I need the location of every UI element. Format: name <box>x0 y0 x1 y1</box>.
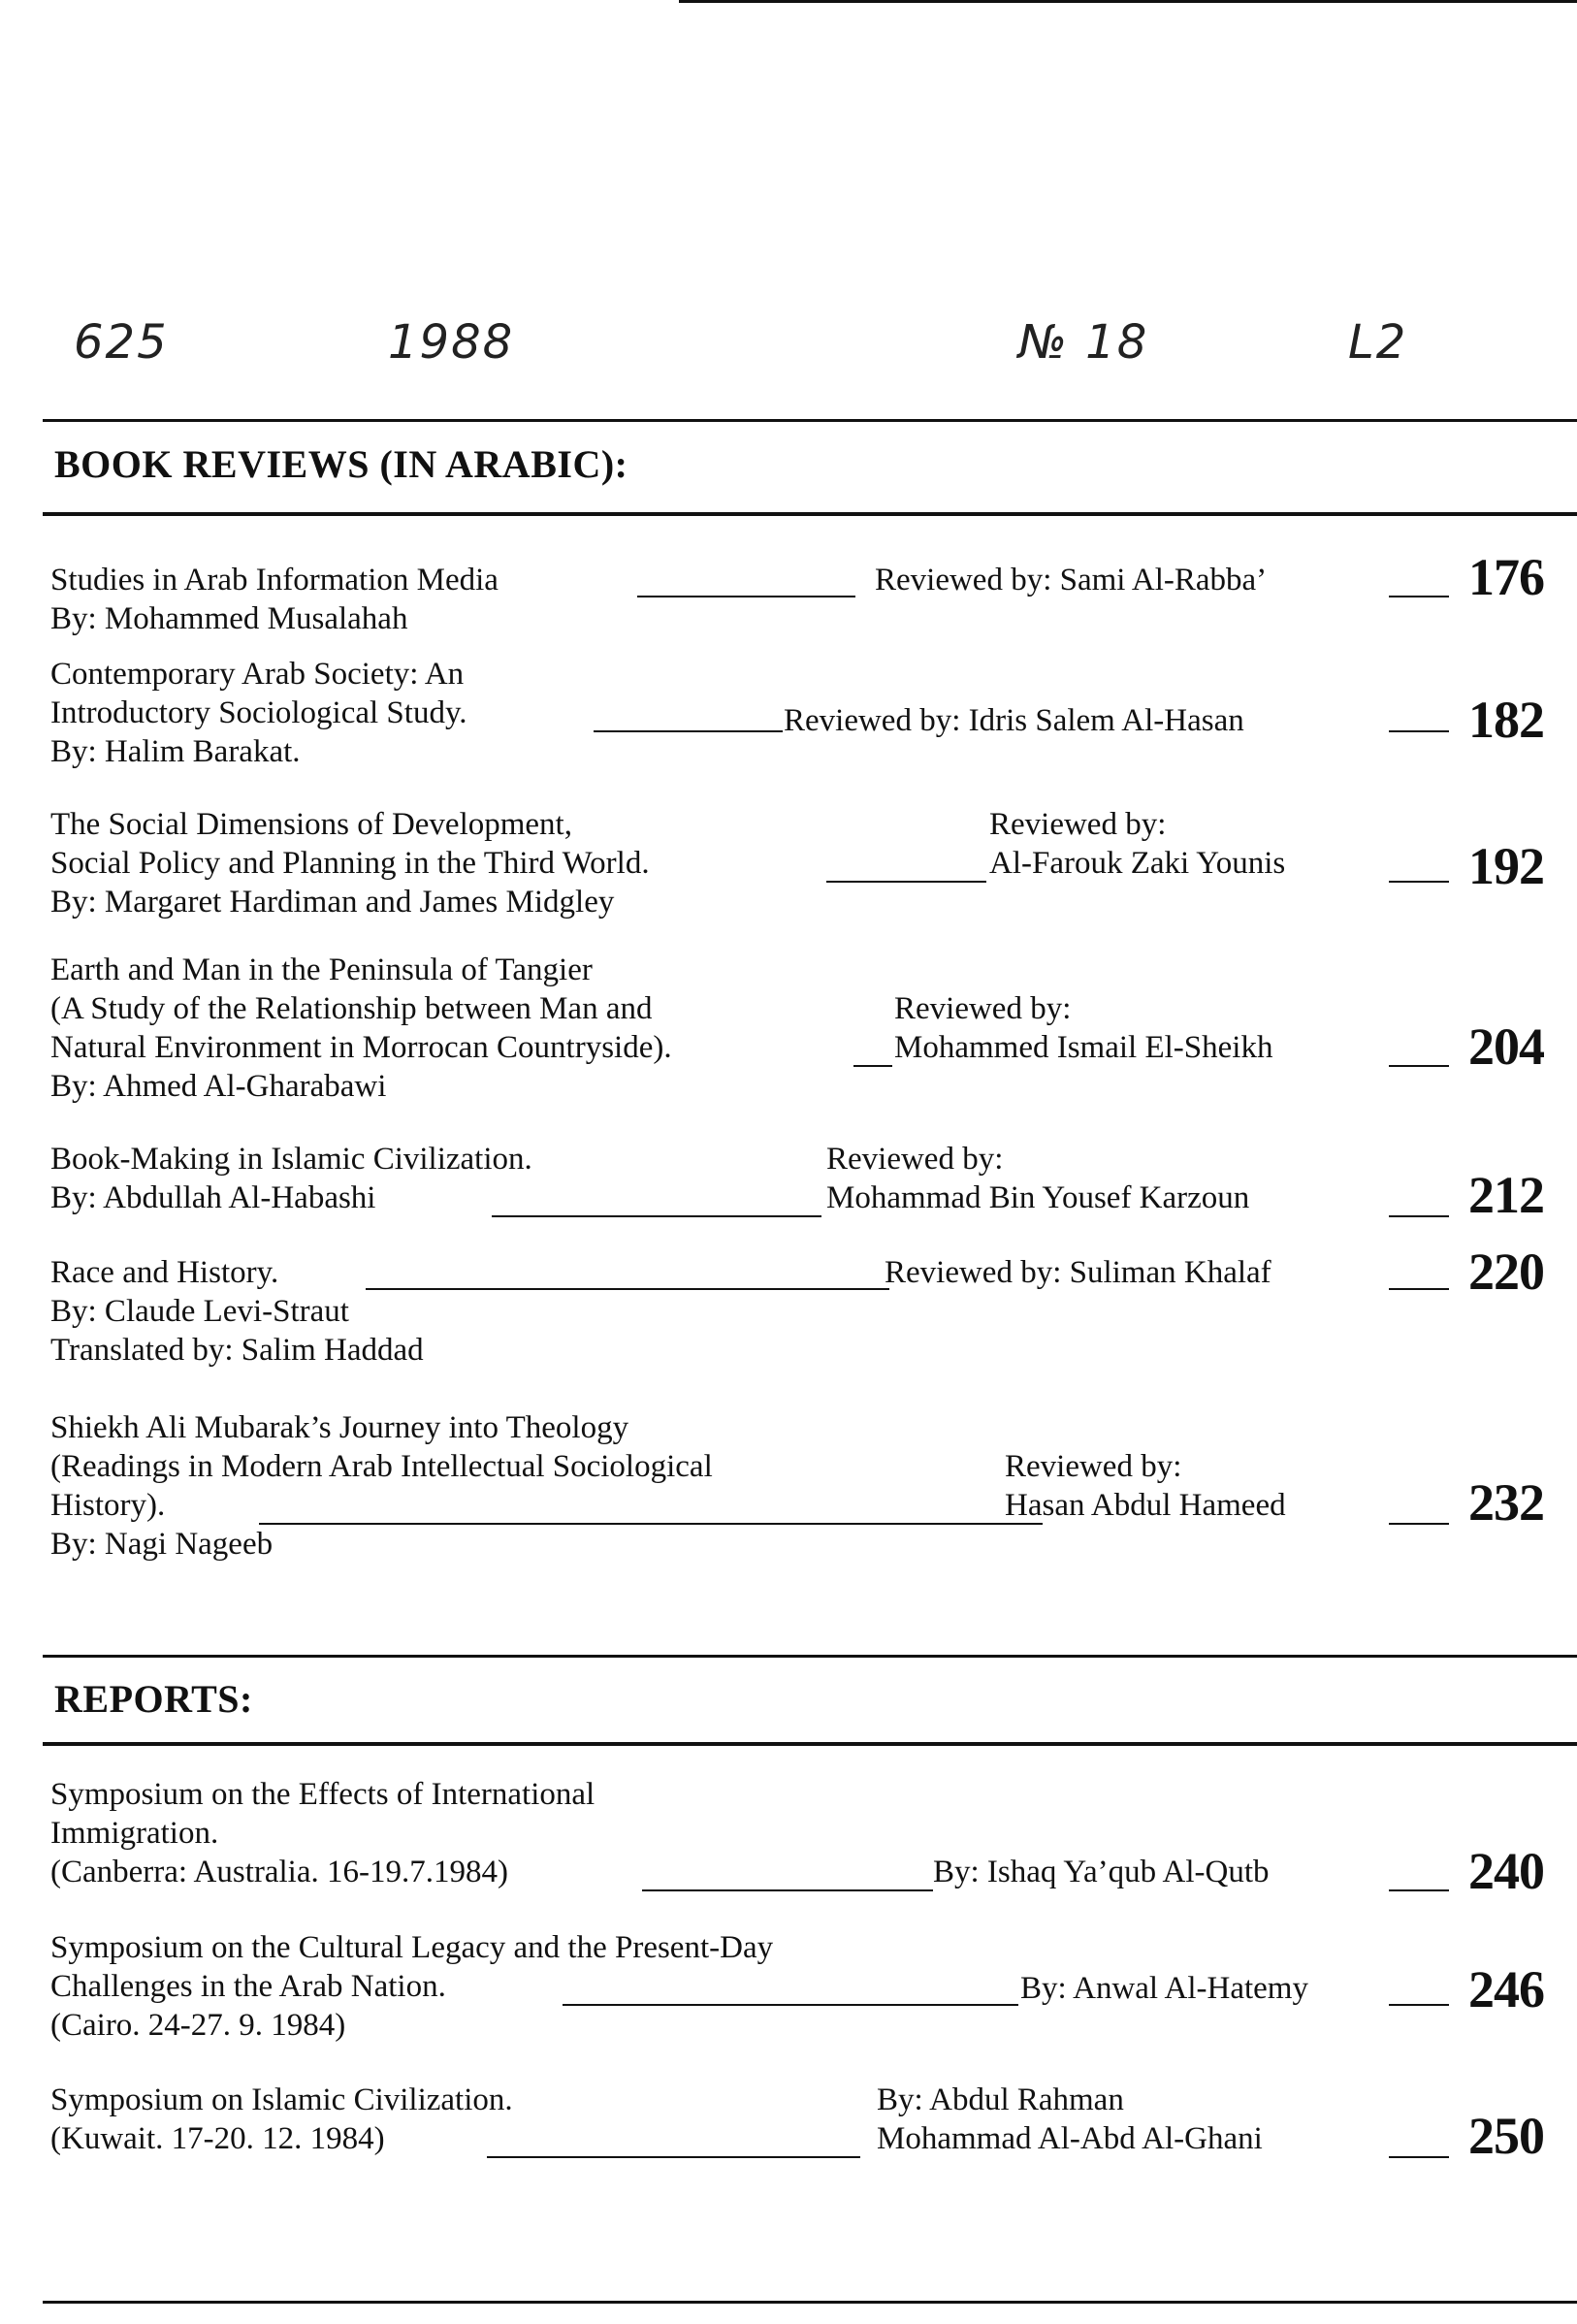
entry-line: By: Margaret Hardiman and James Midgley <box>50 885 615 920</box>
handwritten-note-3: № 18 <box>1018 315 1149 370</box>
entry-line: History). <box>50 1488 166 1523</box>
leader-line <box>1389 1065 1449 1067</box>
entry-line: (Readings in Modern Arab Intellectual Sociological <box>50 1449 713 1484</box>
leader-line <box>1389 881 1449 883</box>
entry-line: Earth and Man in the Peninsula of Tangier <box>50 952 593 987</box>
handwritten-note-1: 625 <box>74 315 169 370</box>
entry-line: (A Study of the Relationship between Man and <box>50 991 653 1026</box>
page-number: 212 <box>1468 1166 1544 1224</box>
entry-line: Shiekh Ali Mubarak’s Journey into Theology <box>50 1410 629 1445</box>
handwritten-note-2: 1988 <box>388 315 515 370</box>
entry-line: Contemporary Arab Society: An <box>50 657 465 692</box>
entry-line: By: Ahmed Al-Gharabawi <box>50 1069 387 1104</box>
entry-line: Symposium on the Effects of International <box>50 1777 595 1812</box>
entry-title <box>50 1775 595 1891</box>
reviewer-line: Reviewed by: Idris Salem Al-Hasan <box>784 703 1244 738</box>
entry-line: Challenges in the Arab Nation. <box>50 1969 446 2004</box>
entry-line: By: Mohammed Musalahah <box>50 601 408 636</box>
reviewer-line: By: Abdul Rahman <box>877 2082 1124 2117</box>
entry-title <box>50 1253 424 1370</box>
page-number: 182 <box>1468 691 1544 749</box>
entry-line: (Canberra: Australia. 16-19.7.1984) <box>50 1855 508 1889</box>
entry-reviewer <box>1005 1447 1286 1525</box>
handwritten-note-4: L2 <box>1348 315 1408 370</box>
entry-title <box>50 951 672 1106</box>
entry-reviewer <box>877 2081 1263 2158</box>
entry-line: By: Nagi Nageeb <box>50 1527 274 1562</box>
review-entry <box>50 1243 1544 1372</box>
entry-line: Immigration. <box>50 1816 219 1851</box>
page-number: 220 <box>1468 1243 1544 1301</box>
entry-title <box>50 1140 532 1217</box>
leader-line <box>594 730 783 732</box>
report-entry <box>50 1928 1544 2047</box>
leader-line <box>1389 2004 1449 2006</box>
entry-line: Symposium on the Cultural Legacy and the Present-Day <box>50 1930 774 1965</box>
leader-line <box>642 1889 933 1891</box>
entry-line: The Social Dimensions of Development, <box>50 807 572 842</box>
entry-title <box>50 1408 713 1564</box>
leader-line <box>259 1523 1043 1525</box>
leader-line <box>826 881 986 883</box>
leader-line <box>492 1215 821 1217</box>
leader-line <box>1389 730 1449 732</box>
leader-line <box>487 2156 860 2158</box>
review-entry <box>50 1408 1544 1565</box>
leader-line <box>853 1065 892 1067</box>
entry-reviewer <box>933 1853 1270 1891</box>
leader-line <box>637 596 855 597</box>
page-number: 246 <box>1468 1960 1544 2018</box>
entry-reviewer <box>1020 1969 1308 2008</box>
entry-line: Book-Making in Islamic Civilization. <box>50 1142 532 1177</box>
reviewer-line: By: Anwal Al-Hatemy <box>1020 1971 1308 2006</box>
page-number: 240 <box>1468 1842 1544 1900</box>
entry-title <box>50 805 650 921</box>
entry-line: Natural Environment in Morrocan Countryside). <box>50 1030 672 1065</box>
entry-line: By: Abdullah Al-Habashi <box>50 1180 376 1215</box>
entry-reviewer <box>989 805 1285 883</box>
entry-line: Social Policy and Planning in the Third World. <box>50 846 650 881</box>
page-number: 250 <box>1468 2107 1544 2165</box>
leader-line <box>563 2004 1018 2006</box>
section-rule <box>43 512 1577 516</box>
section-title-reports: REPORTS: <box>54 1677 253 1721</box>
reviewer-line: Mohammad Al-Abd Al-Ghani <box>877 2121 1263 2156</box>
reviewer-line: Mohammad Bin Yousef Karzoun <box>826 1180 1250 1215</box>
leader-line <box>1389 1288 1449 1290</box>
review-entry <box>50 548 1544 640</box>
reviewer-line: Mohammed Ismail El-Sheikh <box>894 1030 1273 1065</box>
reviewer-line: Reviewed by: <box>989 807 1167 842</box>
review-entry <box>50 655 1544 773</box>
reviewer-line: Reviewed by: Suliman Khalaf <box>885 1255 1271 1290</box>
reviewer-line: Reviewed by: <box>894 991 1072 1026</box>
entry-title <box>50 1928 773 2045</box>
section-title-book-reviews: BOOK REVIEWS (IN ARABIC): <box>54 442 628 486</box>
reviewer-line: Reviewed by: Sami Al-Rabba’ <box>875 563 1268 597</box>
page-number: 192 <box>1468 837 1544 895</box>
entry-line: Studies in Arab Information Media <box>50 563 499 597</box>
section-rule <box>43 1655 1577 1658</box>
entry-line: By: Claude Levi-Straut <box>50 1294 349 1329</box>
leader-line <box>1389 1523 1449 1525</box>
entry-line: Introductory Sociological Study. <box>50 695 467 730</box>
leader-line <box>1389 1215 1449 1217</box>
leader-line <box>1389 596 1449 597</box>
section-rule <box>43 419 1577 422</box>
entry-line: Symposium on Islamic Civilization. <box>50 2082 513 2117</box>
report-entry <box>50 1775 1544 1900</box>
entry-reviewer <box>784 701 1244 740</box>
entry-title <box>50 2081 513 2158</box>
entry-reviewer <box>894 989 1272 1067</box>
page-number: 204 <box>1468 1017 1544 1076</box>
review-entry <box>50 1140 1544 1224</box>
entry-reviewer <box>826 1140 1249 1217</box>
entry-line: (Kuwait. 17-20. 12. 1984) <box>50 2121 385 2156</box>
review-entry <box>50 951 1544 1108</box>
entry-line: Translated by: Salim Haddad <box>50 1333 424 1368</box>
entry-line: By: Halim Barakat. <box>50 734 301 769</box>
leader-line <box>1389 2156 1449 2158</box>
entry-line: Race and History. <box>50 1255 279 1290</box>
review-entry <box>50 805 1544 923</box>
page-number: 232 <box>1468 1473 1544 1532</box>
section-rule <box>43 1742 1577 1746</box>
reviewer-line: Hasan Abdul Hameed <box>1005 1488 1286 1523</box>
leader-line <box>1389 1889 1449 1891</box>
bottom-rule <box>43 2301 1577 2304</box>
entry-line: (Cairo. 24-27. 9. 1984) <box>50 2008 346 2043</box>
page-number: 176 <box>1468 548 1544 606</box>
entry-reviewer <box>875 561 1267 599</box>
leader-line <box>366 1288 889 1290</box>
top-rule <box>679 0 1577 3</box>
entry-title <box>50 655 467 771</box>
reviewer-line: Reviewed by: <box>826 1142 1004 1177</box>
entry-title <box>50 561 499 638</box>
entry-reviewer <box>885 1253 1271 1292</box>
report-entry <box>50 2081 1544 2165</box>
reviewer-line: Al-Farouk Zaki Younis <box>989 846 1286 881</box>
reviewer-line: Reviewed by: <box>1005 1449 1182 1484</box>
reviewer-line: By: Ishaq Ya’qub Al-Qutb <box>933 1855 1270 1889</box>
